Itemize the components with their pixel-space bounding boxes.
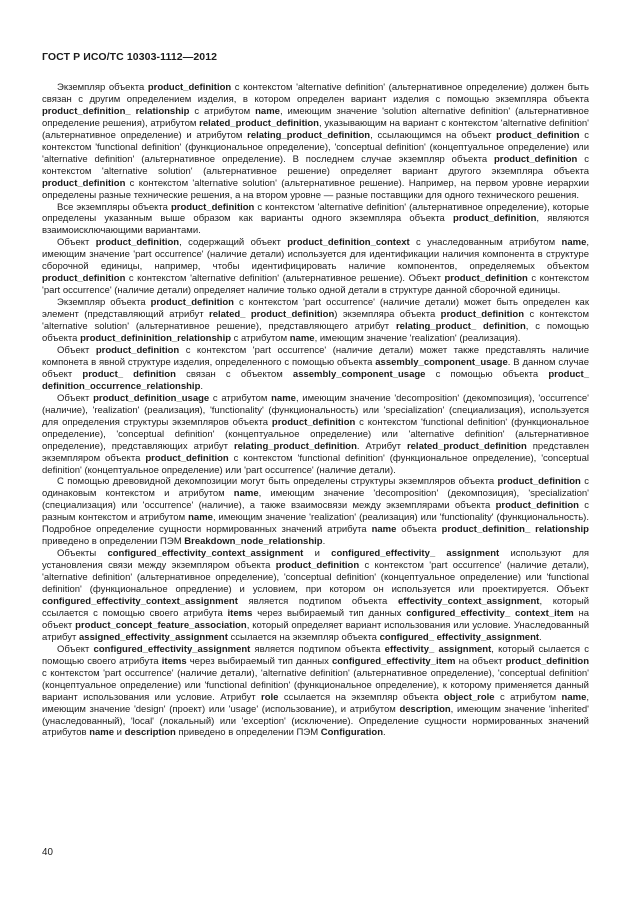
paragraph: Объект product_definition_usage с атрибутом name, имеющим значение 'decomposition' (декомпозиция), 'occurrence' (наличие), 'realization' (реализация), 'functionality' (функциональность) или 'specialization' (специализация), используется для определения структуры экземпляров объекта product_definition с контекстом 'functional definition' (функциональное определение), 'conceptual definition' (концептуальное определение) или 'alternative definition' (альтернативное определение), представляющих атрибут relating_product_definition. Атрибут related_product_definition представлен экземпляром объекта product_definition с контекстом 'functional definition' (функциональное определение), 'conceptual definition' (концептуальное определение) или 'part occurrence' (наличие детали). <box>42 392 589 476</box>
entity-ref: assembly_component_usage <box>292 368 426 380</box>
entity-ref: product_definition <box>271 416 356 428</box>
entity-ref: role <box>261 691 279 703</box>
entity-ref: configured_effectivity_context_assignment <box>42 595 238 607</box>
entity-ref: product_definition <box>95 344 180 356</box>
entity-ref: name <box>89 727 115 739</box>
paragraph: Все экземпляры объекта product_definition с контекстом 'alternative definition' (альтернативное определение), которые определены указанным выше образом как варианты одного экземпляра объекта product_definition, являются взаимоисключающими вариантами. <box>42 201 589 237</box>
entity-ref: assembly_component_usage <box>375 356 508 368</box>
entity-ref: product_definition_ relationship <box>42 105 190 117</box>
entity-ref: product_definition <box>493 153 578 165</box>
entity-ref: items <box>161 655 187 667</box>
entity-ref: related_product_definition <box>406 440 527 452</box>
entity-ref: name <box>561 691 587 703</box>
entity-ref: configured_effectivity_ context_item <box>406 607 574 619</box>
entity-ref: product_definition <box>440 309 525 321</box>
entity-ref: product_definition <box>495 500 579 512</box>
entity-ref: configured_effectivity_context_assignment <box>107 548 304 560</box>
entity-ref: description <box>399 703 451 715</box>
paragraph: Объект configured_effectivity_assignment является подтипом объекта effectivity_ assignment, который сылается с помощью своего атрибута items через выбираемый тип данных configured_effectivity_item на объект product_definition с контекстом 'part occurrence' (наличие детали), 'alternative definition' (альтернативное определение), 'conceptual definition' (концептуальное определение) или 'functional definition' (функциональное определение), к которому применяется данный вариант использования или условие. Атрибут role ссылается на экземпляр объекта object_role с атрибутом name, имеющим значение 'design' (проект) или 'usage' (использование), и атрибутом description, имеющим значение 'inherited' (унаследованный), 'local' (локальный) или 'exception' (исключение). Определение сущности нормированных значений атрибутов name и description приведено в определении ПЭМ Configuration. <box>42 643 590 739</box>
entity-ref: items <box>227 607 253 619</box>
entity-ref: name <box>561 237 587 249</box>
entity-ref: product_ definition_occurrence_relationship <box>42 368 589 392</box>
entity-ref: name <box>233 488 259 500</box>
paragraph: Экземпляр объекта product_definition с контекстом 'part occurrence' (наличие детали) может быть определен как элемент (представляющий атрибут related_ product_definition) экземпляра объекта product_definition с контекстом 'alternative solution' (альтернативное решение), представляющего атрибут relating_product_ definition, с помощью объекта product_defininition_relationship с атрибутом name, имеющим значение 'realization' (реализация). <box>42 297 589 345</box>
paragraph: Объект product_definition, содержащий объект product_definition_context с унаследованным атрибутом name, имеющим значение 'part occurrence' (наличие детали) используется для идентификации наличия компонента в структуре сборочной единицы, например, чтобы идентифицировать наличие компонентов, определяемых объектом product_definition с контекстом 'alternative definition' (альтернативное решение). Объект product_definition с контекстом 'part occurrence' (наличие детали) определяет наличие только одной детали в структуре данной сборочной единицы. <box>42 237 589 297</box>
entity-ref: assigned_effectivity_assignment <box>79 631 228 643</box>
entity-ref: object_role <box>443 691 495 703</box>
entity-ref: product_definition <box>275 560 360 572</box>
document-header: ГОСТ Р ИСО/ТС 10303-1112—2012 <box>42 51 218 63</box>
entity-ref: name <box>289 333 315 345</box>
entity-ref: name <box>371 524 397 536</box>
entity-ref: related_ product_definition <box>209 309 335 321</box>
paragraph: Экземпляр объекта product_definition с контекстом 'alternative definition' (альтернативное определение) должен быть связан с другим определением изделия, в котором определен вариант изделия с помощью экземпляра объекта product_definition_ relationship с атрибутом name, имеющим значение 'solution alternative definition' (альтернативное определение решения), атрибутом related_product_definition, указывающим на вариант с контекстом 'alternative definition' (альтернативное определение) и атрибутом relating_product_definition, ссылающимся на объект product_definition с контекстом 'functional definition' (функциональное определение), 'conceptual definition' (концептуальное определение) или 'alternative definition' (альтернативное определение). В последнем случае экземпляр объекта product_definition с контекстом 'alternative solution' (альтернативное решение) определяет вариант другого экземпляра объекта product_definition с контекстом 'alternative solution' (альтернативное решение). Например, на первом уровне иерархии определены разные технические решения, а на втором уровне — разные поставщики для одного технического решения. <box>42 82 590 201</box>
entity-ref: product_concept_feature_association <box>75 619 247 631</box>
entity-ref: relating_product_definition <box>233 440 357 452</box>
entity-ref: configured_ effectivity_assignment <box>379 631 540 643</box>
entity-ref: configured_effectivity_ assignment <box>331 548 500 560</box>
entity-ref: effectivity_context_assignment <box>397 595 540 607</box>
entity-ref: product_definition_ relationship <box>441 524 589 536</box>
entity-ref: configured_effectivity_item <box>331 655 456 667</box>
entity-ref: product_definition <box>496 129 580 141</box>
paragraph: Объекты configured_effectivity_context_assignment и configured_effectivity_ assignment используют для установления связи между экземпляром объекта product_definition с контекстом 'part occurrence' (наличие детали), 'alternative definition' (альтернативное определение), 'conceptual definition' (концептуальное определение) или 'functional definition' (функциональное опредление) и условием, при котором он используется или проектируется. Объект configured_effectivity_context_assignment является подтипом объекта effectivity_context_assignment, который ссылается с помощью своего атрибута items через выбираемый тип данных configured_effectivity_ context_item на объект product_concept_feature_association, который определяет вариант использования или условие. Унаследованный атрибут assigned_effectivity_assignment ссылается на экземпляр объекта configured_ effectivity_assignment. <box>42 548 590 643</box>
entity-ref: product_defininition_relationship <box>80 333 232 345</box>
entity-ref: product_definition <box>145 452 229 464</box>
entity-ref: name <box>271 392 296 404</box>
entity-ref: product_definition <box>95 237 180 249</box>
entity-ref: product_definition <box>170 201 255 213</box>
entity-ref: product_definition <box>505 655 590 667</box>
entity-ref: product_ definition <box>82 368 176 380</box>
entity-ref: name <box>188 512 213 524</box>
entity-ref: relating_product_definition <box>247 129 371 141</box>
paragraph: Объект product_definition с контекстом 'part occurrence' (наличие детали) может также представлять наличие компонета в явной структуре изделия, определенного с помощью объекта assembly_component_usage. В данном случае объект product_ definition связан с объектом assembly_component_usage с помощью объекта product_ definition_occurrence_relationship. <box>42 344 589 392</box>
entity-ref: name <box>255 105 280 117</box>
entity-ref: related_product_definition <box>199 117 319 129</box>
entity-ref: product_definition <box>42 177 126 189</box>
entity-ref: product_definition_usage <box>93 392 210 404</box>
entity-ref: product_definition_context <box>287 237 410 249</box>
entity-ref: product_definition <box>147 82 232 93</box>
entity-ref: relating_product_ definition <box>395 321 526 333</box>
entity-ref: description <box>124 727 176 739</box>
entity-ref: Configuration <box>320 727 384 739</box>
entity-ref: effectivity_ assignment <box>384 643 492 655</box>
entity-ref: product_definition <box>453 213 537 225</box>
paragraph: С помощью древовидной декомпозиции могут быть определены структуры экземпляров объекта product_definition с одинаковым контекстом и атрибутом name, имеющим значение 'decomposition' (декомпозиция), 'specialization' (специализация) или 'occurrence' (наличие), а также взаимосвязи между экземплярами объекта product_definition с разным контекстом и атрибутом name, имеющим значение 'realization' (реализация) или 'functionality' (функциональность). Подробное определение сущности нормированных значений атрибута name объекта product_definition_ relationship приведено в определении ПЭМ Breakdown_node_relationship. <box>42 476 590 548</box>
entity-ref: Breakdown_node_relationship <box>184 536 323 548</box>
entity-ref: product_definition <box>42 273 126 285</box>
entity-ref: product_definition <box>444 273 528 285</box>
document-body <box>42 82 589 739</box>
entity-ref: configured_effectivity_assignment <box>93 643 251 655</box>
entity-ref: product_definition <box>497 476 581 488</box>
entity-ref: product_definition <box>150 297 234 309</box>
page-number: 40 <box>42 847 53 858</box>
